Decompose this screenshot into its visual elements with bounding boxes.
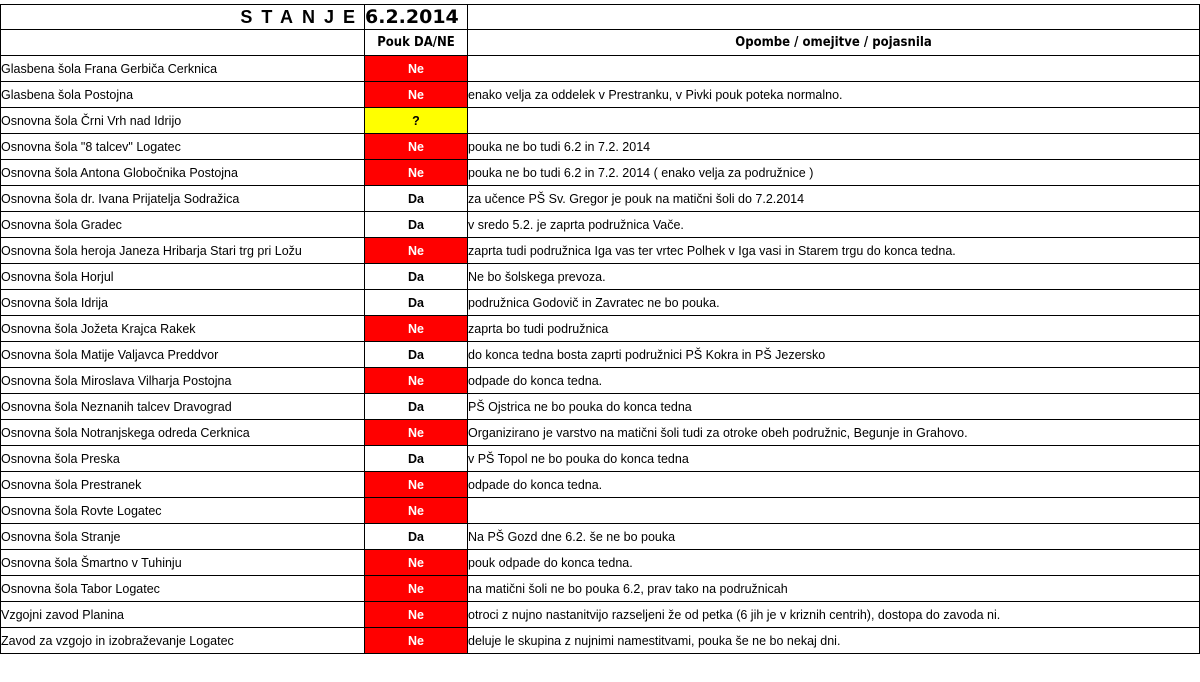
status-cell: Da [365,342,468,368]
note-cell: v PŠ Topol ne bo pouka do konca tedna [468,446,1200,472]
school-name-cell: Osnovna šola "8 talcev" Logatec [1,134,365,160]
note-cell: pouka ne bo tudi 6.2 in 7.2. 2014 ( enako velja za podružnice ) [468,160,1200,186]
table-row [1,446,1200,472]
note-cell: deluje le skupina z nujnimi namestitvami, pouka še ne bo nekaj dni. [468,628,1200,654]
note-cell: otroci z nujno nastanitvijo razseljeni že od petka (6 jih je v kriznih centrih), dostopa do zavoda ni. [468,602,1200,628]
table-row [1,212,1200,238]
table-row [1,394,1200,420]
school-name-cell: Osnovna šola Idrija [1,290,365,316]
note-cell [468,108,1200,134]
note-cell: enako velja za oddelek v Prestranku, v Pivki pouk poteka normalno. [468,82,1200,108]
status-cell: Da [365,212,468,238]
note-cell: pouka ne bo tudi 6.2 in 7.2. 2014 [468,134,1200,160]
table-row [1,420,1200,446]
note-cell: odpade do konca tedna. [468,472,1200,498]
school-name-cell: Osnovna šola heroja Janeza Hribarja Stari trg pri Ložu [1,238,365,264]
table-row [1,472,1200,498]
school-name-cell: Osnovna šola Črni Vrh nad Idrijo [1,108,365,134]
header-school [1,30,365,56]
school-name-cell: Osnovna šola dr. Ivana Prijatelja Sodražica [1,186,365,212]
status-cell: Ne [365,472,468,498]
status-cell: Ne [365,82,468,108]
status-cell: Da [365,394,468,420]
note-cell: zaprta tudi podružnica Iga vas ter vrtec Polhek v Iga vasi in Starem trgu do konca tedna. [468,238,1200,264]
school-name-cell: Glasbena šola Frana Gerbiča Cerknica [1,56,365,82]
school-name-cell: Osnovna šola Notranjskega odreda Cerknica [1,420,365,446]
school-name-cell: Osnovna šola Matije Valjavca Preddvor [1,342,365,368]
table-row [1,290,1200,316]
school-name-cell: Osnovna šola Antona Globočnika Postojna [1,160,365,186]
table-row [1,628,1200,654]
note-cell: na matični šoli ne bo pouka 6.2, prav tako na podružnicah [468,576,1200,602]
header-status: Pouk DA/NE [365,30,468,56]
table-row [1,524,1200,550]
note-cell: PŠ Ojstrica ne bo pouka do konca tedna [468,394,1200,420]
note-cell [468,498,1200,524]
note-cell: odpade do konca tedna. [468,368,1200,394]
status-cell: Ne [365,628,468,654]
table-row [1,264,1200,290]
table-row [1,160,1200,186]
header-row [1,30,1200,56]
status-cell: Da [365,264,468,290]
status-cell: Ne [365,56,468,82]
school-name-cell: Osnovna šola Neznanih talcev Dravograd [1,394,365,420]
note-cell: Organizirano je varstvo na matični šoli tudi za otroke obeh podružnic, Begunje in Grahovo. [468,420,1200,446]
status-cell: Da [365,290,468,316]
table-row [1,316,1200,342]
status-cell: Da [365,186,468,212]
school-name-cell: Osnovna šola Stranje [1,524,365,550]
title-row [1,5,1200,30]
note-cell [468,56,1200,82]
status-cell: Ne [365,420,468,446]
school-name-cell: Osnovna šola Preska [1,446,365,472]
status-cell: Ne [365,316,468,342]
status-cell: Ne [365,238,468,264]
school-name-cell: Osnovna šola Miroslava Vilharja Postojna [1,368,365,394]
school-name-cell: Zavod za vzgojo in izobraževanje Logatec [1,628,365,654]
status-cell: ? [365,108,468,134]
school-name-cell: Osnovna šola Prestranek [1,472,365,498]
title-label: STANJE [1,5,365,30]
status-cell: Ne [365,498,468,524]
table-row [1,56,1200,82]
table-row [1,238,1200,264]
table-row [1,82,1200,108]
status-cell: Ne [365,368,468,394]
table-row [1,576,1200,602]
school-name-cell: Osnovna šola Gradec [1,212,365,238]
note-cell: zaprta bo tudi podružnica [468,316,1200,342]
school-name-cell: Osnovna šola Tabor Logatec [1,576,365,602]
header-notes: Opombe / omejitve / pojasnila [468,30,1200,56]
status-cell: Ne [365,550,468,576]
status-cell: Da [365,446,468,472]
note-cell: v sredo 5.2. je zaprta podružnica Vače. [468,212,1200,238]
note-cell: do konca tedna bosta zaprti podružnici PŠ Kokra in PŠ Jezersko [468,342,1200,368]
school-name-cell: Osnovna šola Šmartno v Tuhinju [1,550,365,576]
status-table [0,4,1200,654]
note-cell: podružnica Godovič in Zavratec ne bo pouka. [468,290,1200,316]
table-row [1,498,1200,524]
table-row [1,134,1200,160]
table-row [1,602,1200,628]
status-cell: Ne [365,134,468,160]
table-row [1,342,1200,368]
school-name-cell: Glasbena šola Postojna [1,82,365,108]
note-cell: za učence PŠ Sv. Gregor je pouk na matični šoli do 7.2.2014 [468,186,1200,212]
note-cell: Na PŠ Gozd dne 6.2. še ne bo pouka [468,524,1200,550]
table-row [1,186,1200,212]
status-cell: Ne [365,160,468,186]
school-name-cell: Osnovna šola Jožeta Krajca Rakek [1,316,365,342]
table-row [1,550,1200,576]
status-cell: Ne [365,576,468,602]
status-cell: Da [365,524,468,550]
note-cell: Ne bo šolskega prevoza. [468,264,1200,290]
title-date: 6.2.2014 [365,5,468,30]
school-name-cell: Osnovna šola Horjul [1,264,365,290]
status-cell: Ne [365,602,468,628]
table-row [1,108,1200,134]
note-cell: pouk odpade do konca tedna. [468,550,1200,576]
title-empty-cell [468,5,1200,30]
table-row [1,368,1200,394]
school-name-cell: Vzgojni zavod Planina [1,602,365,628]
school-name-cell: Osnovna šola Rovte Logatec [1,498,365,524]
